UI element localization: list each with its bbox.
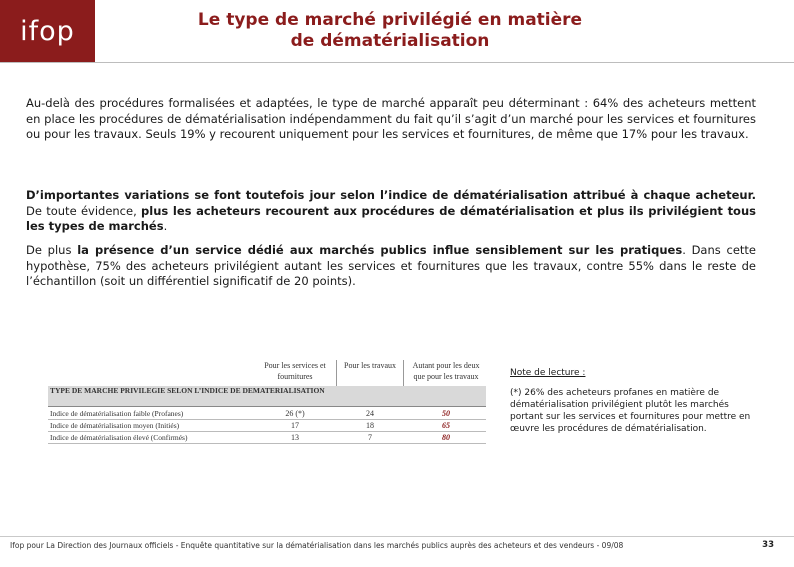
cell-both: 80 bbox=[442, 433, 450, 442]
paragraph-service bbox=[26, 243, 756, 290]
cell-both: 65 bbox=[442, 421, 450, 430]
paragraph-variations-bold2: plus les acheteurs recourent aux procédures de dématérialisation et plus ils privilégient tous les types de marchés bbox=[26, 203, 756, 233]
page-title bbox=[110, 10, 670, 52]
footer-divider bbox=[0, 536, 794, 537]
cell-travaux: 24 bbox=[366, 409, 374, 418]
cell-services: 26 (*) bbox=[285, 409, 305, 418]
paragraph-variations-normal: De toute évidence, bbox=[26, 203, 142, 218]
page-number: 33 bbox=[762, 540, 774, 550]
cell-travaux: 18 bbox=[366, 421, 374, 430]
row-label: Indice de dématérialisation élevé (Confirmés) bbox=[50, 433, 188, 442]
table-row-header: TYPE DE MARCHE PRIVILEGIE SELON L’INDICE DE DEMATERIALISATION bbox=[48, 386, 486, 407]
paragraph-service-start: De plus bbox=[26, 243, 78, 257]
paragraph-service-bold: la présence d’un service dédié aux marchés publics influe sensiblement sur les pratiques bbox=[77, 243, 683, 257]
paragraph-service-rest: . Dans cette hypothèse, 75% des acheteurs privilégient autant les services et fournitures que les travaux, contre 55% dans le reste de l’échantillon (soit un différentiel significatif de 20 points). bbox=[26, 243, 756, 288]
col-header-travaux: Pour les travaux bbox=[344, 361, 396, 370]
cell-services: 17 bbox=[291, 421, 299, 430]
row-label: Indice de dématérialisation faible (Profanes) bbox=[50, 409, 184, 418]
col-header-both: Autant pour les deux que pour les travaux bbox=[412, 361, 480, 381]
cell-services: 13 bbox=[291, 433, 299, 442]
paragraph-intro: Au-delà des procédures formalisées et adaptées, le type de marché apparaît peu déterminant : 64% des acheteurs mettent en place les procédures de dématérialisation indépendamment du fait qu’il s’agit d’un marché pour les services et fournitures ou pour les travaux. Seuls 19% y recourent uniquement pour les services et fournitures, de même que 17% pour les travaux. bbox=[26, 96, 756, 141]
logo-text: ifop bbox=[20, 15, 75, 47]
table-row bbox=[48, 408, 486, 420]
reading-note-colon: : bbox=[579, 368, 586, 378]
table-row bbox=[48, 432, 486, 444]
reading-note bbox=[510, 367, 760, 435]
market-type-table bbox=[48, 360, 486, 445]
table-row bbox=[48, 420, 486, 432]
title-line-1: Le type de marché privilégié en matière bbox=[197, 10, 583, 30]
ifop-logo bbox=[0, 0, 95, 62]
paragraph-variations bbox=[26, 188, 756, 235]
column-divider bbox=[403, 360, 404, 386]
title-divider bbox=[0, 62, 794, 63]
cell-travaux: 7 bbox=[368, 433, 372, 442]
reading-note-title bbox=[510, 367, 760, 379]
reading-note-title-text: Note de lecture bbox=[510, 368, 580, 378]
paragraph-variations-bold: D’importantes variations se font toutefois jour selon l’indice de dématérialisation attribué à chaque acheteur. bbox=[26, 188, 756, 202]
paragraph-variations-end: . bbox=[163, 219, 168, 233]
footer-source: Ifop pour La Direction des Journaux officiels - Enquête quantitative sur la dématérialisation dans les marchés publics auprès des acheteurs et des vendeurs - 09/08 bbox=[10, 541, 624, 550]
col-header-services: Pour les services et fournitures bbox=[264, 361, 326, 381]
cell-both: 50 bbox=[442, 409, 450, 418]
title-line-2: de dématérialisation bbox=[290, 31, 490, 51]
reading-note-text: (*) 26% des acheteurs profanes en matière de dématérialisation privilégient plutôt les marchés portant sur les services et fournitures pour mettre en œuvre les procédures de dématérialisation. bbox=[510, 388, 751, 434]
column-divider bbox=[336, 360, 337, 386]
row-label: Indice de dématérialisation moyen (Initiés) bbox=[50, 421, 180, 430]
